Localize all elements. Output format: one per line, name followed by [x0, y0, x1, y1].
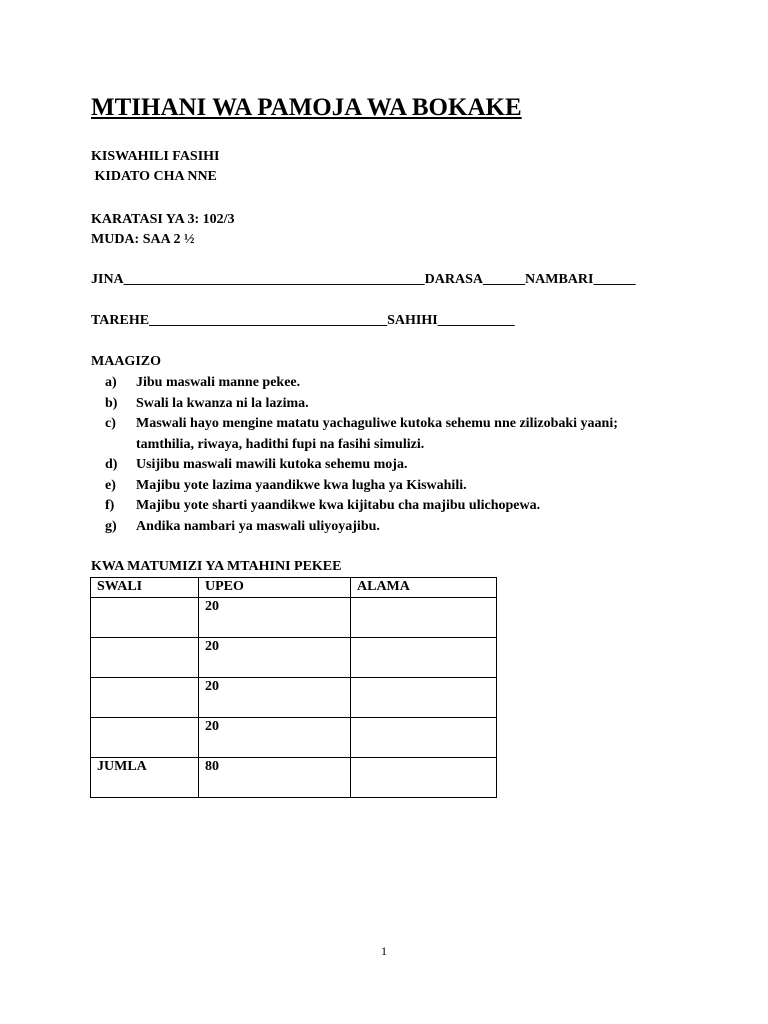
examiner-table-caption: KWA MATUMIZI YA MTAHINI PEKEE	[91, 559, 342, 574]
instruction-continuation	[91, 435, 618, 456]
instruction-text: Jibu maswali manne pekee.	[136, 375, 301, 390]
page-number: 1	[381, 944, 387, 958]
table-row	[91, 678, 497, 718]
instruction-text: tamthilia, riwaya, hadithi fupi na fasihi simulizi.	[136, 436, 425, 452]
score-cell[interactable]	[351, 638, 497, 678]
instruction-item	[91, 517, 618, 538]
score-cell[interactable]	[351, 598, 497, 638]
duration: MUDA: SAA 2 ½	[91, 232, 195, 247]
question-cell[interactable]	[91, 718, 199, 758]
header-cell-alama: ALAMA	[351, 578, 497, 598]
instruction-item	[91, 373, 618, 394]
score-cell[interactable]	[351, 678, 497, 718]
form-label: KIDATO CHA NNE	[91, 169, 217, 184]
table-row	[91, 598, 497, 638]
instruction-item	[91, 394, 618, 415]
instruction-letter: e)	[105, 477, 116, 493]
question-cell[interactable]	[91, 598, 199, 638]
instruction-item	[91, 455, 618, 476]
max-score-cell: 20	[199, 718, 351, 758]
instruction-letter: a)	[105, 375, 117, 390]
instruction-letter: f)	[105, 498, 115, 513]
instruction-text: Swali la kwanza ni la lazima.	[136, 395, 309, 411]
instruction-letter: g)	[105, 518, 117, 534]
table-row	[91, 718, 497, 758]
instruction-item	[91, 496, 618, 517]
table-total-row	[91, 758, 497, 798]
total-score-cell[interactable]	[351, 758, 497, 798]
total-label-cell: JUMLA	[91, 758, 199, 798]
header-cell-upeo: UPEO	[199, 578, 351, 598]
question-cell[interactable]	[91, 678, 199, 718]
instructions-list	[91, 373, 618, 537]
instruction-text: Majibu yote lazima yaandikwe kwa lugha ya Kiswahili.	[136, 477, 467, 493]
instruction-item	[91, 476, 618, 497]
instructions-heading: MAAGIZO	[91, 354, 161, 369]
page-title: MTIHANI WA PAMOJA WA BOKAKE	[91, 94, 522, 121]
date-signature-fields: TAREHE__________________________________SAHIHI___________	[91, 313, 515, 328]
max-score-cell: 20	[199, 678, 351, 718]
score-cell[interactable]	[351, 718, 497, 758]
instruction-letter: b)	[105, 395, 118, 411]
header-cell-swali: SWALI	[91, 578, 199, 598]
instruction-text: Majibu yote sharti yaandikwe kwa kijitabu cha majibu ulichopewa.	[136, 498, 541, 513]
question-cell[interactable]	[91, 638, 199, 678]
examiner-marks-table	[90, 577, 497, 798]
table-header-row	[91, 578, 497, 598]
paper-code: KARATASI YA 3: 102/3	[91, 212, 235, 227]
instruction-letter: d)	[105, 457, 118, 472]
total-max-cell: 80	[199, 758, 351, 798]
max-score-cell: 20	[199, 638, 351, 678]
name-class-number-fields: JINA___________________________________________DARASA______NAMBARI______	[91, 272, 636, 287]
instruction-text: Usijibu maswali mawili kutoka sehemu moja.	[136, 457, 408, 472]
instruction-text: Andika nambari ya maswali uliyoyajibu.	[136, 518, 380, 534]
instruction-item	[91, 414, 618, 435]
instruction-letter: c)	[105, 416, 116, 431]
table-row	[91, 638, 497, 678]
max-score-cell: 20	[199, 598, 351, 638]
subject-label: KISWAHILI FASIHI	[91, 149, 220, 164]
instruction-text: Maswali hayo mengine matatu yachaguliwe kutoka sehemu nne zilizobaki yaani;	[136, 416, 618, 431]
